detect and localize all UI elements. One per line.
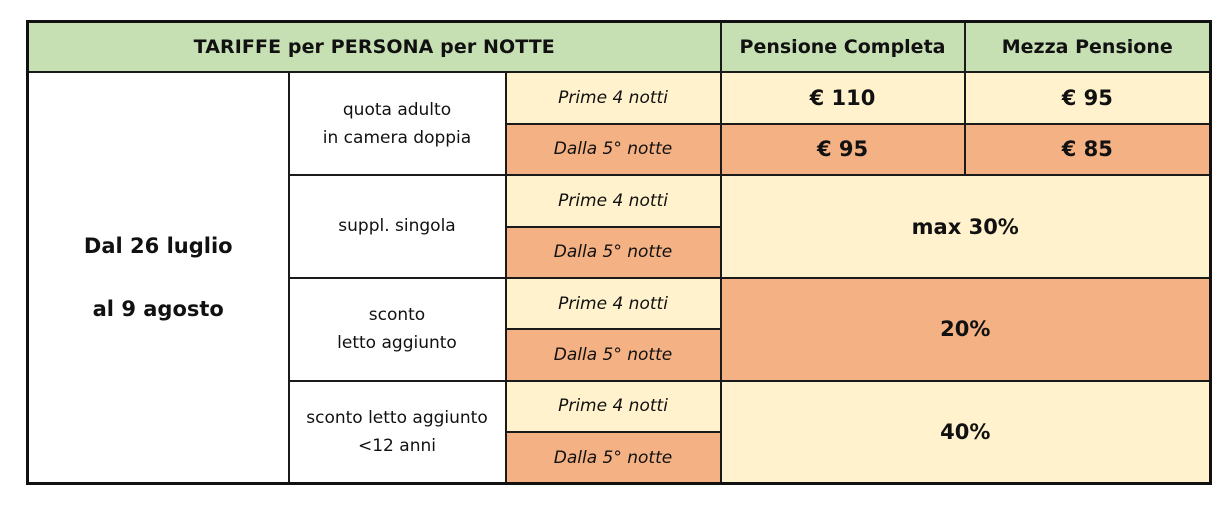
column-header-half-board: Mezza Pensione xyxy=(965,22,1211,73)
category-label: suppl. singola xyxy=(338,216,456,237)
period-start: Dal 26 luglio xyxy=(83,233,233,258)
phase-first-nights: Prime 4 notti xyxy=(506,175,721,226)
column-header-full-board: Pensione Completa xyxy=(721,22,965,73)
extra-bed-discount-value: 20% xyxy=(721,278,1211,381)
phase-first-nights: Prime 4 notti xyxy=(506,72,721,123)
price-full-board-first: € 110 xyxy=(721,72,965,123)
category-label: letto aggiunto xyxy=(337,333,457,354)
category-extra-bed-discount xyxy=(289,278,506,381)
category-extra-bed-child-discount xyxy=(289,381,506,484)
category-adult-double xyxy=(289,72,506,175)
price-full-board-next: € 95 xyxy=(721,124,965,175)
table-title: TARIFFE per PERSONA per NOTTE xyxy=(28,22,721,73)
phase-next-nights: Dalla 5° notte xyxy=(506,432,721,484)
extra-bed-child-discount-value: 40% xyxy=(721,381,1211,484)
price-half-board-next: € 85 xyxy=(965,124,1211,175)
category-label: sconto letto aggiunto xyxy=(306,407,488,428)
category-label: quota adulto xyxy=(342,99,452,120)
category-label: <12 anni xyxy=(358,435,436,456)
phase-next-nights: Dalla 5° notte xyxy=(506,124,721,175)
phase-first-nights: Prime 4 notti xyxy=(506,381,721,432)
category-label: sconto xyxy=(368,305,426,326)
single-supplement-value: max 30% xyxy=(721,175,1211,278)
phase-next-nights: Dalla 5° notte xyxy=(506,227,721,278)
phase-next-nights: Dalla 5° notte xyxy=(506,329,721,380)
category-single-supplement xyxy=(289,175,506,278)
period-cell xyxy=(28,72,289,483)
table-row xyxy=(28,72,1211,123)
price-half-board-first: € 95 xyxy=(965,72,1211,123)
period-end: al 9 agosto xyxy=(92,296,224,321)
phase-first-nights: Prime 4 notti xyxy=(506,278,721,329)
rates-table xyxy=(26,20,1212,485)
category-label: in camera doppia xyxy=(322,127,472,148)
